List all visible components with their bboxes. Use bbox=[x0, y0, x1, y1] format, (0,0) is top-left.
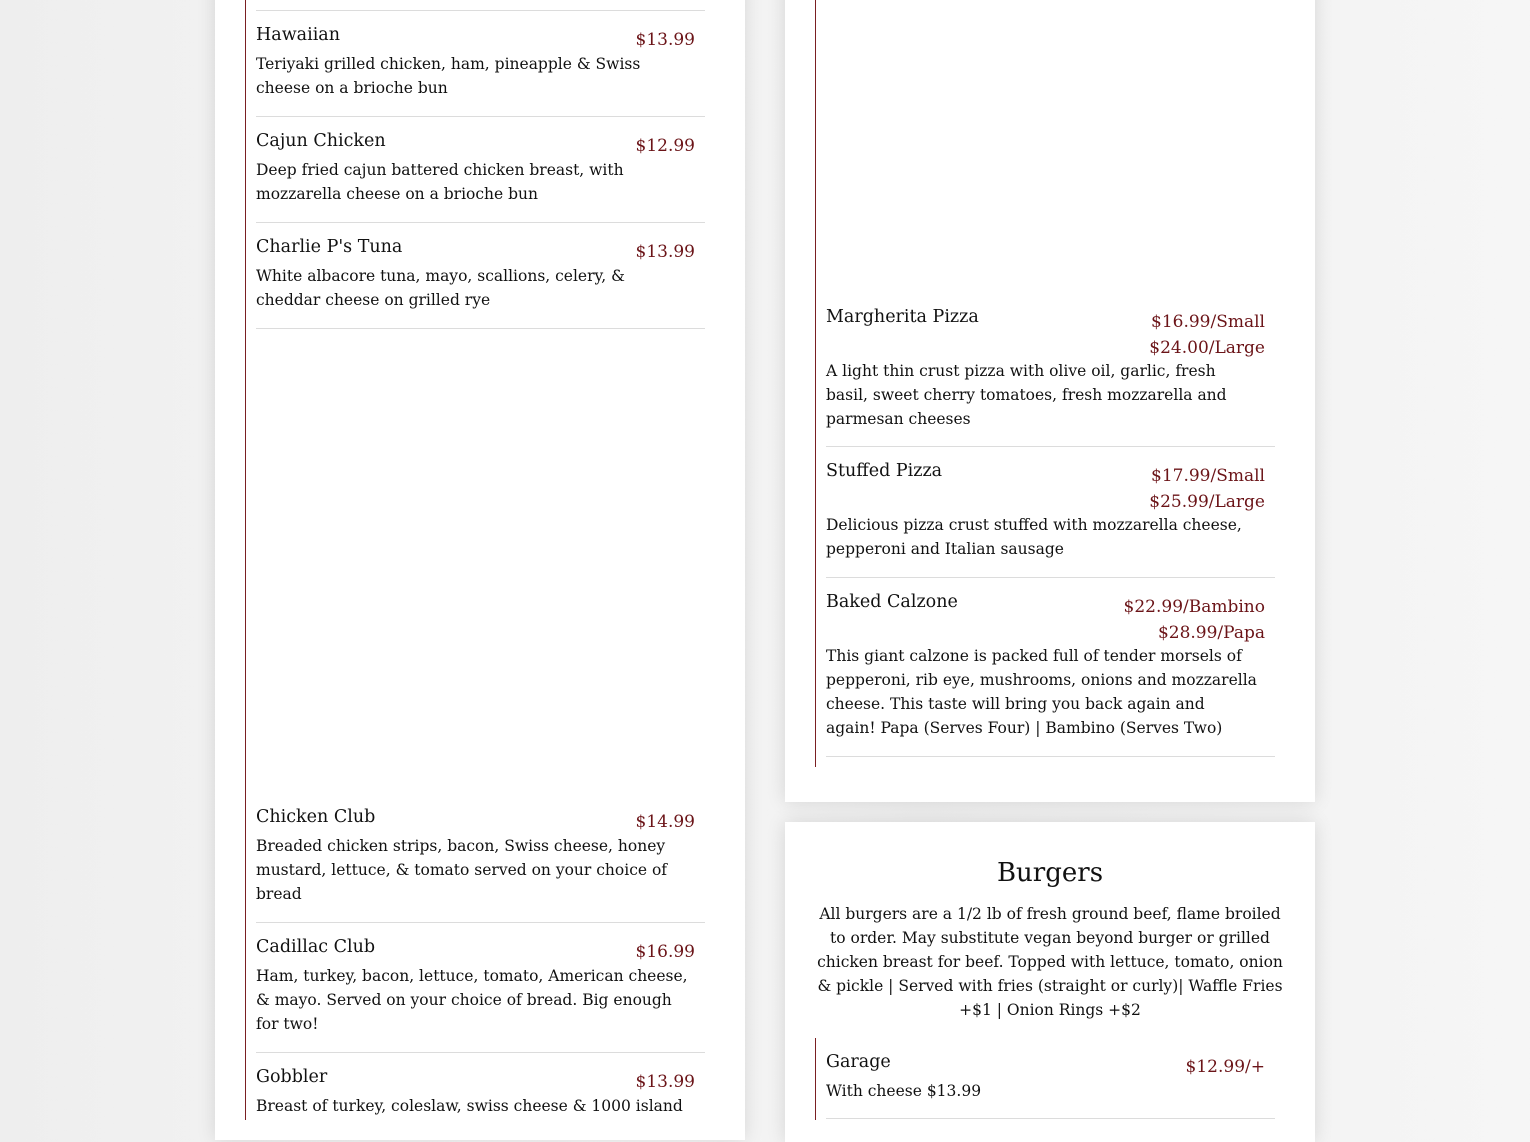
item-price: $14.99 bbox=[635, 812, 695, 832]
menu-item-margherita-pizza bbox=[826, 307, 1265, 437]
item-price: $13.99 bbox=[635, 30, 695, 50]
item-name: Cajun Chicken bbox=[256, 131, 386, 151]
section-description: All burgers are a 1/2 lb of fresh ground beef, flame broiled to order. May substitute vegan beyond burger or grilled chicken breast for beef. Topped with lettuce, tomato, onion & pickle | Served with fries (straight or curly)| Waffle Fries +$1 | Onion Rings +$2 bbox=[817, 905, 1283, 1019]
price-small: $17.99/Small bbox=[1151, 466, 1265, 486]
item-name: Charlie P's Tuna bbox=[256, 237, 403, 257]
separator bbox=[256, 1052, 705, 1053]
price-large: $25.99/Large bbox=[1149, 492, 1265, 512]
item-name: Chicken Club bbox=[256, 807, 376, 827]
item-price: $16.99 bbox=[635, 942, 695, 962]
item-name: Margherita Pizza bbox=[826, 307, 979, 327]
item-description: A light thin crust pizza with olive oil, garlic, fresh basil, sweet cherry tomatoes, fresh mozzarella and parmesan cheeses bbox=[826, 362, 1227, 428]
item-name: Gobbler bbox=[256, 1067, 328, 1087]
item-description: Ham, turkey, bacon, lettuce, tomato, American cheese, & mayo. Served on your choice of bread. Big enough for two! bbox=[256, 967, 688, 1033]
item-price: $13.99 bbox=[635, 1072, 695, 1092]
item-name: Stuffed Pizza bbox=[826, 461, 943, 481]
section-title: Burgers bbox=[996, 858, 1104, 888]
menu-item-cadillac-club bbox=[256, 937, 695, 1042]
item-price: $12.99/+ bbox=[1185, 1057, 1265, 1077]
separator bbox=[826, 577, 1275, 578]
item-name: Cadillac Club bbox=[256, 937, 376, 957]
item-price: $12.99 bbox=[635, 136, 695, 156]
right-accent-line bbox=[815, 0, 816, 767]
menu-item-cajun-chicken bbox=[256, 131, 695, 211]
price-large: $24.00/Large bbox=[1149, 338, 1265, 358]
item-description: Breaded chicken strips, bacon, Swiss cheese, honey mustard, lettuce, & tomato served on your choice of bread bbox=[256, 837, 668, 903]
price-papa: $28.99/Papa bbox=[1157, 623, 1265, 643]
separator bbox=[256, 328, 705, 329]
item-description: White albacore tuna, mayo, scallions, celery, & cheddar cheese on grilled rye bbox=[256, 267, 625, 309]
separator bbox=[826, 756, 1275, 757]
item-name: Garage bbox=[826, 1052, 891, 1072]
separator bbox=[826, 1118, 1275, 1119]
menu-item-hawaiian bbox=[256, 25, 695, 105]
item-price bbox=[1149, 463, 1265, 515]
menu-item-stuffed-pizza bbox=[826, 461, 1265, 566]
item-name: Baked Calzone bbox=[826, 592, 958, 612]
menu-item-charlie-ps-tuna bbox=[256, 237, 695, 317]
menu-item-garage bbox=[826, 1052, 1265, 1112]
separator bbox=[256, 922, 705, 923]
separator bbox=[256, 222, 705, 223]
item-description: Delicious pizza crust stuffed with mozzarella cheese, pepperoni and Italian sausage bbox=[826, 516, 1242, 558]
item-price: $13.99 bbox=[635, 242, 695, 262]
separator bbox=[256, 10, 705, 11]
item-description: This giant calzone is packed full of tender morsels of pepperoni, rib eye, mushrooms, onions and mozzarella cheese. This taste will bring you back again and again! Papa (Serves Four) | Bambino (Serves Two) bbox=[826, 647, 1257, 737]
menu-item-chicken-club bbox=[256, 807, 695, 912]
menu-item-gobbler bbox=[256, 1067, 695, 1120]
item-price bbox=[1149, 309, 1265, 361]
item-description: Deep fried cajun battered chicken breast, with mozzarella cheese on a brioche bun bbox=[256, 161, 624, 203]
item-description: Breast of turkey, coleslaw, swiss cheese & 1000 island bbox=[256, 1097, 683, 1115]
item-price bbox=[1124, 594, 1265, 646]
separator bbox=[826, 446, 1275, 447]
menu-item-baked-calzone bbox=[826, 592, 1265, 747]
price-bambino: $22.99/Bambino bbox=[1123, 597, 1265, 617]
item-name: Hawaiian bbox=[256, 25, 341, 45]
left-accent-line bbox=[245, 0, 246, 1120]
item-description: With cheese $13.99 bbox=[826, 1082, 982, 1100]
price-small: $16.99/Small bbox=[1151, 312, 1265, 332]
item-description: Teriyaki grilled chicken, ham, pineapple & Swiss cheese on a brioche bun bbox=[256, 55, 641, 97]
burgers-accent-line bbox=[815, 1038, 816, 1120]
separator bbox=[256, 116, 705, 117]
